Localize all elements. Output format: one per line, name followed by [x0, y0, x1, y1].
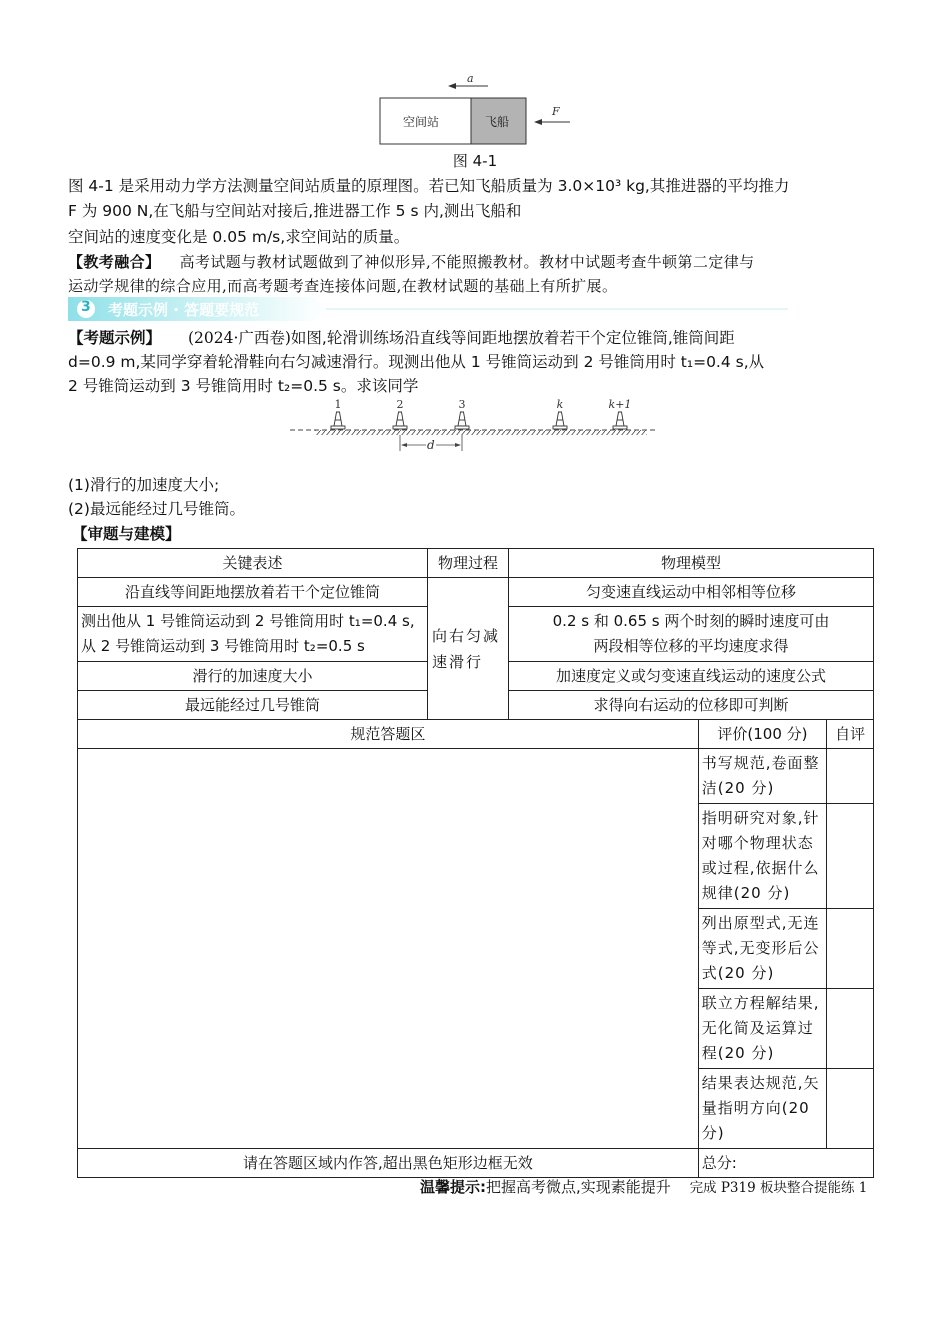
spacing-label: d — [427, 438, 435, 452]
section-banner — [68, 297, 788, 321]
criterion-4-line-3: 程(20 分) — [701, 1044, 775, 1062]
station-label: 空间站 — [403, 115, 440, 129]
model-row-2-line-1: 0.2 s 和 0.65 s 两个时刻的瞬时速度可由 — [552, 612, 830, 630]
example-line-1 — [68, 327, 735, 349]
criterion-5-line-1: 结果表达规范,矢 — [701, 1074, 820, 1092]
criterion-5-line-2: 量指明方向(20 — [701, 1099, 810, 1117]
answer-input-area[interactable] — [78, 749, 699, 1149]
fusion-text-1: 高考试题与教材试题做到了神似形异,不能照搬教材。教材中试题考查牛顿第二定律与 — [179, 253, 755, 271]
textbook-line-1: 图 4-1 是采用动力学方法测量空间站质量的原理图。若已知飞船质量为 3.0×10³ kg,其推进器的平均推力 — [68, 177, 790, 195]
criterion-5-line-3: 分) — [701, 1124, 725, 1142]
criterion-3-line-2: 等式,无变形后公 — [701, 939, 820, 957]
fusion-line-1 — [68, 251, 755, 273]
criterion-1-line-2: 洁(20 分) — [701, 779, 775, 797]
acceleration-arrow — [448, 72, 488, 89]
cone-label-5: k+1 — [608, 398, 632, 411]
accel-label: a — [467, 72, 474, 85]
ship-label: 飞船 — [485, 115, 510, 129]
textbook-line-2: F 为 900 N,在飞船与空间站对接后,推进器工作 5 s 内,测出飞船和 — [68, 202, 522, 220]
textbook-line-3: 空间站的速度变化是 0.05 m/s,求空间站的质量。 — [68, 228, 410, 246]
example-tag: 【考题示例】 — [68, 329, 162, 347]
criterion-2-line-3: 或过程,依据什么 — [701, 859, 820, 877]
criterion-4 — [698, 989, 826, 1069]
criterion-4-line-1: 联立方程解结果, — [701, 994, 820, 1012]
tip-line — [420, 1176, 867, 1197]
example-source: (2024·广西卷) — [187, 329, 291, 347]
self-score-1[interactable] — [827, 749, 874, 804]
criterion-1-line-1: 书写规范,卷面整 — [701, 754, 820, 772]
cone-5 — [609, 398, 632, 429]
key-row-2 — [78, 607, 428, 662]
cones-diagram — [290, 395, 660, 455]
answer-footer-note: 请在答题区域内作答,超出黑色矩形边框无效 — [78, 1149, 699, 1178]
header-process: 物理过程 — [428, 549, 509, 578]
figure-caption: 图 4-1 — [452, 152, 498, 170]
force-arrow — [534, 105, 570, 125]
example-line-2: d=0.9 m,某同学穿着轮滑鞋向右匀减速滑行。现测出他从 1 号锥筒运动到 2 号锥筒用时 t₁=0.4 s,从 — [68, 353, 765, 371]
example-text-1: 如图,轮滑训练场沿直线等间距地摆放着若干个定位锥筒,锥筒间距 — [290, 329, 735, 347]
model-row-3: 加速度定义或匀变速直线运动的速度公式 — [509, 662, 874, 691]
cone-label-1: 1 — [334, 398, 342, 411]
analysis-table — [77, 548, 874, 1178]
criterion-5 — [698, 1069, 826, 1149]
model-row-4: 求得向右运动的位移即可判断 — [509, 691, 874, 720]
tip-reference: 完成 P319 板块整合提能练 1 — [689, 1180, 868, 1196]
cone-label-4: k — [556, 398, 564, 411]
key-row-4: 最远能经过几号锥筒 — [78, 691, 428, 720]
header-key: 关键表述 — [78, 549, 428, 578]
self-score-4[interactable] — [827, 989, 874, 1069]
model-row-2 — [509, 607, 874, 662]
criterion-2-line-4: 规律(20 分) — [701, 884, 791, 902]
self-score-2[interactable] — [827, 804, 874, 909]
eval-header: 评价(100 分) — [698, 720, 826, 749]
total-score: 总分: — [698, 1149, 873, 1178]
cone-2 — [393, 398, 407, 429]
tip-text: 把握高考微点,实现素能提升 — [486, 1178, 671, 1196]
self-score-3[interactable] — [827, 909, 874, 989]
question-1: (1)滑行的加速度大小; — [68, 476, 220, 494]
cone-4 — [553, 398, 567, 429]
fusion-line-2: 运动学规律的综合应用,而高考题考查连接体问题,在教材试题的基础上有所扩展。 — [68, 277, 618, 295]
key-row-3: 滑行的加速度大小 — [78, 662, 428, 691]
example-line-3: 2 号锥筒运动到 3 号锥筒用时 t₂=0.5 s。求该同学 — [68, 377, 419, 395]
fusion-tag: 【教考融合】 — [68, 253, 161, 271]
criterion-2 — [698, 804, 826, 909]
answer-area-header: 规范答题区 — [78, 720, 699, 749]
key-row-1: 沿直线等间距地摆放着若干个定位锥筒 — [78, 578, 428, 607]
header-model: 物理模型 — [509, 549, 874, 578]
key-row-2-line-2: 从 2 号锥筒运动到 3 号锥筒用时 t₂=0.5 s — [81, 637, 365, 655]
criterion-4-line-2: 无化简及运算过 — [701, 1019, 814, 1037]
criterion-3 — [698, 909, 826, 989]
key-row-2-line-1: 测出他从 1 号锥筒运动到 2 号锥筒用时 t₁=0.4 s, — [81, 612, 415, 630]
space-station-diagram — [370, 72, 590, 148]
cone-3 — [455, 398, 469, 429]
section-title: 考题示例 · 答题要规范 — [108, 301, 260, 319]
criterion-3-line-3: 式(20 分) — [701, 964, 775, 982]
model-heading: 【审题与建模】 — [72, 525, 181, 543]
cone-label-3: 3 — [458, 398, 466, 411]
self-eval-header: 自评 — [827, 720, 874, 749]
process-cell — [428, 578, 509, 720]
cone-1 — [331, 398, 345, 429]
force-label: F — [552, 105, 560, 118]
model-row-2-line-2: 两段相等位移的平均速度求得 — [593, 637, 789, 655]
cone-label-2: 2 — [396, 398, 404, 411]
criterion-1 — [698, 749, 826, 804]
model-row-1: 匀变速直线运动中相邻相等位移 — [509, 578, 874, 607]
criterion-2-line-1: 指明研究对象,针 — [701, 809, 820, 827]
question-2: (2)最远能经过几号锥筒。 — [68, 500, 245, 518]
criterion-2-line-2: 对哪个物理状态 — [701, 834, 814, 852]
section-number: 3 — [81, 299, 91, 315]
criterion-3-line-1: 列出原型式,无连 — [701, 914, 820, 932]
self-score-5[interactable] — [827, 1069, 874, 1149]
process-text: 向右匀减速滑行 — [432, 626, 501, 671]
tip-label: 温馨提示: — [420, 1178, 486, 1196]
spacing-marker — [400, 435, 462, 452]
